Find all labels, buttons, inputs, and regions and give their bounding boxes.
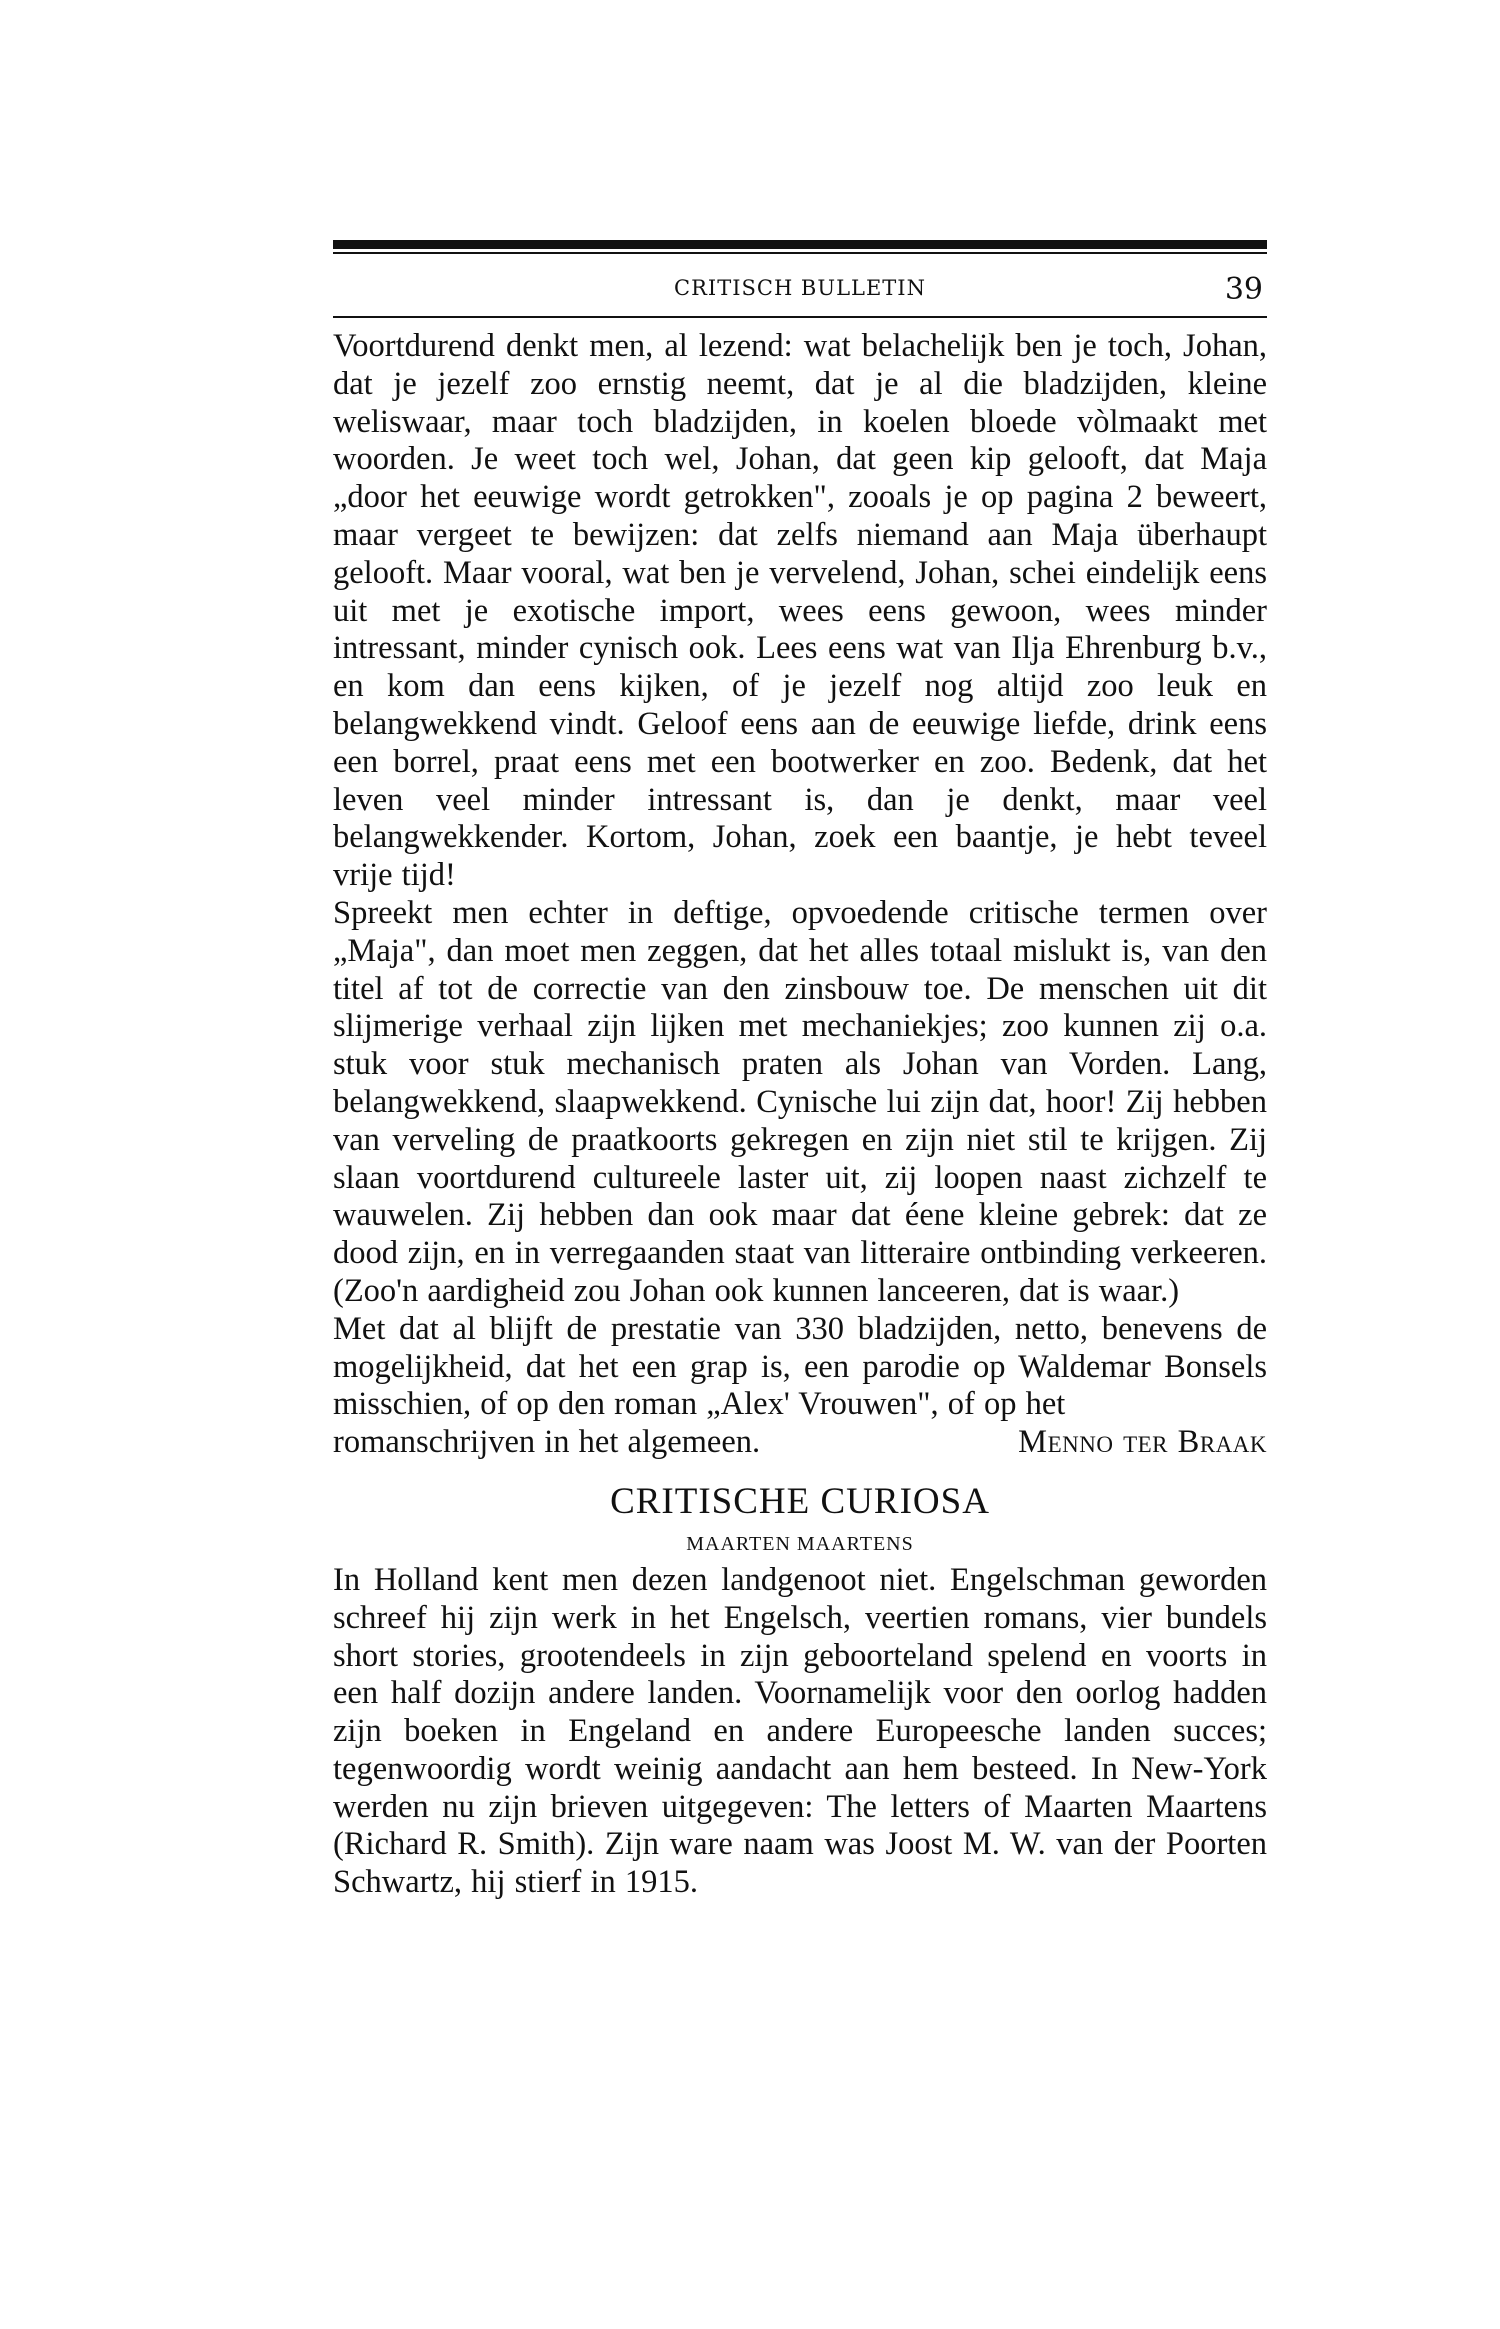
curiosa-paragraph: In Holland kent men dezen landgenoot niet. Engelschman geworden schreef hij zijn werk in het Engelsch, veertien romans, vier bundels short stories, grootendeels in zijn geboorteland spelend en voorts in een half dozijn andere landen. Voornamelijk voor den oorlog hadden zijn boeken in Engeland en andere Europeesche landen succes; tegenwoordig wordt weinig aandacht aan hem besteed. In New-York werden nu zijn brieven uitgegeven: The letters of Maarten Maartens (Richard R. Smith). Zijn ware naam was Joost M. W. van der Poorten Schwartz, hij stierf in 1915. <box>333 1561 1267 1901</box>
review-text <box>333 328 1267 1462</box>
book-page <box>333 240 1267 1902</box>
head-rule <box>333 316 1267 318</box>
top-rule <box>333 240 1267 249</box>
closing-line: romanschrijven in het algemeen. <box>333 1424 761 1461</box>
review-paragraph-2: Spreekt men echter in deftige, opvoedende critische termen over „Maja", dan moet men zeggen, dat het alles totaal mislukt is, van den titel af tot de correctie van den zinsbouw toe. De menschen uit dit slijmerige verhaal zijn lijken met mechaniekjes; zoo kunnen zij o.a. stuk voor stuk mechanisch praten als Johan van Vorden. Lang, belangwekkend, slaapwekkend. Cynische lui zijn dat, hoor! Zij hebben van verveling de praatkoorts gekregen en zijn niet stil te krijgen. Zij slaan voortdurend cultureele laster uit, zij loopen naast zichzelf te wauwelen. Zij hebben dan ook maar dat éene kleine gebrek: dat ze dood zijn, en in verregaanden staat van litteraire ontbinding verkeeren. (Zoo'n aardigheid zou Johan ook kunnen lanceeren, dat is waar.) <box>333 894 1267 1309</box>
page-number: 39 <box>1224 272 1263 307</box>
running-title: CRITISCH BULLETIN <box>674 276 926 300</box>
author-signature: Menno ter Braak <box>1018 1424 1267 1461</box>
running-head <box>333 254 1267 316</box>
review-paragraph-1: Voortdurend denkt men, al lezend: wat belachelijk ben je toch, Johan, dat je jezelf zoo ernstig neemt, dat je al die bladzijden, kleine weliswaar, maar toch bladzijden, in koelen bloede vòlmaakt met woorden. Je weet toch wel, Johan, dat geen kip gelooft, dat Maja „door het eeuwige wordt getrokken", zooals je op pagina 2 beweert, maar vergeet te bewijzen: dat zelfs niemand aan Maja überhaupt gelooft. Maar vooral, wat ben je vervelend, Johan, schei eindelijk eens uit met je exotische import, wees eens gewoon, wees minder intressant, minder cynisch ook. Lees eens wat van Ilja Ehrenburg b.v., en kom dan eens kijken, of je jezelf nog altijd zoo leuk en belangwekkend vindt. Geloof eens aan de eeuwige liefde, drink eens een borrel, praat eens met een bootwerker en zoo. Bedenk, dat het leven veel minder intressant is, dan je denkt, maar veel belangwekkender. Kortom, Johan, zoek een baantje, je hebt teveel vrije tijd! <box>333 328 1267 894</box>
review-paragraph-3: Met dat al blijft de prestatie van 330 bladzijden, netto, benevens de mogelijkheid, dat het een grap is, een parodie op Waldemar Bonsels misschien, of op den roman „Alex' Vrouwen", of op het <box>333 1310 1267 1423</box>
signature-line <box>333 1424 1267 1462</box>
section-subtitle: MAARTEN MAARTENS <box>686 1532 914 1555</box>
section-title: CRITISCHE CURIOSA <box>610 1480 990 1522</box>
curiosa-text <box>333 1562 1267 1902</box>
